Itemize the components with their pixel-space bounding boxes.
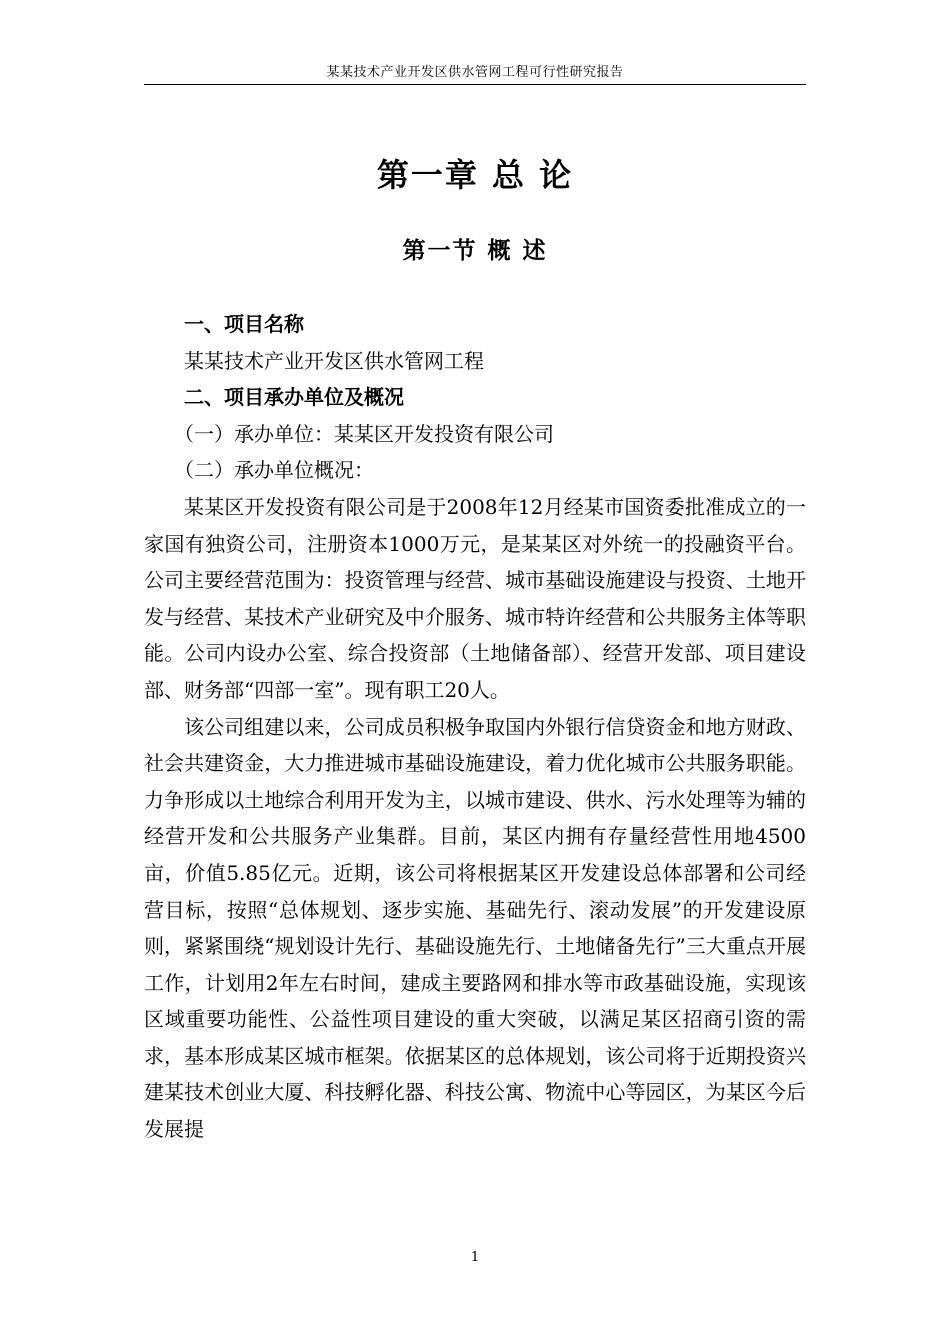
paragraph-company-development: 该公司组建以来，公司成员积极争取国内外银行信贷资金和地方财政、社会共建资金，大力推进城市基础设施建设，着力优化城市公共服务职能。力争形成以土地综合利用开发为主，以城市建设、供水、污水处理等为辅的经营开发和公共服务产业集群。目前，某区内拥有存量经营性用地4500亩，价值5.85亿元。近期，该公司将根据某区开发建设总体部署和公司经营目标，按照“总体规划、逐步实施、基础先行、滚动发展”的开发建设原则，紧紧围绕“规划设计先行、基础设施先行、土地储备先行”三大重点开展工作，计划用2年左右时间，建成主要路网和排水等市政基础设施，实现该区域重要功能性、公益性项目建设的重大突破，以满足某区招商引资的需求，基本形成某区城市框架。依据某区的总体规划，该公司将于近期投资兴建某技术创业大厦、科技孵化器、科技公寓、物流中心等园区，为某区今后发展提	[144, 714, 806, 1142]
heading-sponsor: 二、项目承办单位及概况	[184, 385, 404, 410]
paragraph-company-profile: 某某区开发投资有限公司是于2008年12月经某市国资委批准成立的一家国有独资公司，注册资本1000万元，是某某区对外统一的投融资平台。公司主要经营范围为：投资管理与经营、城市基础设施建设与投资、土地开发与经营、某技术产业研究及中介服务、城市特许经营和公共服务主体等职能。公司内设办公室、综合投资部（土地储备部）、经营开发部、项目建设部、财务部“四部一室”。现有职工20人。	[144, 494, 806, 702]
sponsor-overview-heading: （二）承办单位概况：	[174, 458, 374, 483]
chapter-title: 第一章 总 论	[376, 156, 574, 194]
running-header: 某某技术产业开发区供水管网工程可行性研究报告	[144, 62, 806, 85]
project-name-text: 某某技术产业开发区供水管网工程	[184, 348, 484, 373]
section-title: 第一节 概 述	[402, 238, 548, 264]
heading-project-name: 一、项目名称	[184, 312, 304, 336]
document-body	[144, 306, 806, 1148]
sponsor-unit: （一）承办单位：某某区开发投资有限公司	[174, 421, 554, 446]
page-number: 1	[470, 1250, 480, 1265]
